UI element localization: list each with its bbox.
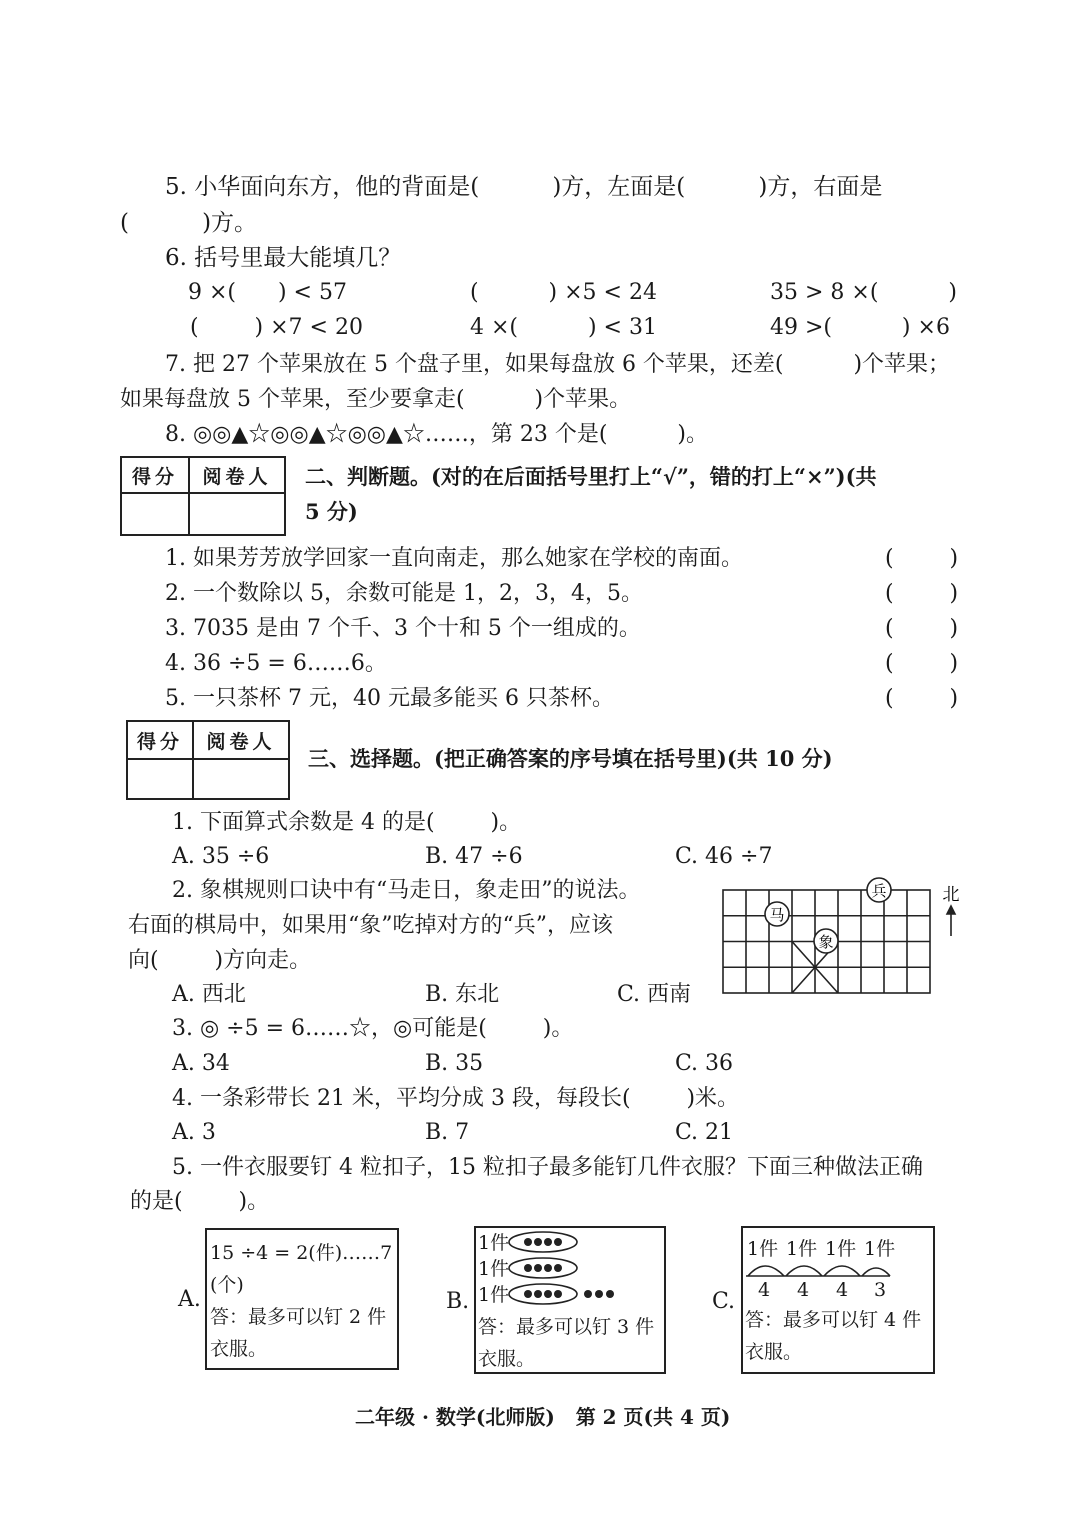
option: B. 7 bbox=[425, 1120, 470, 1145]
option-a-line3: 答：最多可以钉 2 件 bbox=[210, 1306, 387, 1328]
button-group-ellipse bbox=[509, 1258, 577, 1278]
soldier-label: 兵 bbox=[871, 882, 887, 900]
button-dot bbox=[544, 1290, 552, 1298]
q7-line2: 如果每盘放 5 个苹果，至少要拿走( )个苹果。 bbox=[120, 387, 632, 412]
elephant-label: 象 bbox=[818, 933, 834, 951]
option-c-num: 3 bbox=[874, 1279, 887, 1301]
button-dot bbox=[524, 1264, 532, 1272]
answer-paren[interactable]: ( ) bbox=[885, 686, 959, 711]
option-c-line4: 衣服。 bbox=[745, 1341, 803, 1363]
option-c-num: 4 bbox=[836, 1279, 849, 1301]
reviewer-label: 阅卷人 bbox=[202, 465, 272, 488]
button-dot bbox=[595, 1290, 603, 1298]
button-dot bbox=[584, 1290, 592, 1298]
q6-item: 49 >( ) ×6 bbox=[770, 315, 950, 340]
choice-q5-line2: 的是( )。 bbox=[130, 1189, 270, 1214]
choice-q1-stem: 1. 下面算式余数是 4 的是( )。 bbox=[172, 810, 522, 835]
option: C. 46 ÷7 bbox=[675, 844, 773, 869]
q6-item: ( ) ×5 < 24 bbox=[470, 280, 657, 305]
option-c-num: 4 bbox=[797, 1279, 810, 1301]
score-box bbox=[120, 456, 286, 536]
button-dot bbox=[554, 1238, 562, 1246]
button-dot bbox=[554, 1290, 562, 1298]
elephant-piece bbox=[814, 929, 838, 953]
north-arrow-icon bbox=[947, 906, 955, 936]
choice-q2-line2: 右面的棋局中，如果用“象”吃掉对方的“兵”，应该 bbox=[128, 913, 613, 938]
option: A. 西北 bbox=[172, 982, 246, 1007]
option: C. 36 bbox=[675, 1051, 734, 1076]
option: B. 35 bbox=[425, 1051, 484, 1076]
option-c-piece: 1件 bbox=[786, 1238, 818, 1260]
option: A. 35 ÷6 bbox=[172, 844, 270, 869]
judge-item: 1. 如果芳芳放学回家一直向南走，那么她家在学校的南面。 bbox=[165, 546, 743, 571]
q6-item: 4 ×( ) < 31 bbox=[470, 315, 657, 340]
answer-paren[interactable]: ( ) bbox=[885, 546, 959, 571]
option: B. 47 ÷6 bbox=[425, 844, 523, 869]
reviewer-cell[interactable] bbox=[190, 494, 284, 534]
option: B. 东北 bbox=[425, 982, 500, 1007]
option-b-piece: 1件 bbox=[478, 1258, 510, 1280]
choice-title: 三、选择题。(把正确答案的序号填在括号里)(共 10 分) bbox=[308, 746, 833, 771]
option-b-line4: 衣服。 bbox=[478, 1348, 536, 1370]
button-group-ellipse bbox=[509, 1232, 577, 1252]
button-dot bbox=[534, 1238, 542, 1246]
option: A. 34 bbox=[172, 1051, 230, 1076]
chess-board bbox=[715, 870, 975, 1000]
choice-q2-line3: 向( )方向走。 bbox=[128, 948, 312, 973]
score-box bbox=[126, 720, 290, 800]
soldier-piece bbox=[867, 878, 891, 902]
horse-piece bbox=[765, 902, 789, 926]
score-label: 得分 bbox=[128, 722, 194, 758]
reviewer-cell[interactable] bbox=[194, 760, 288, 798]
q5-line1: 5. 小华面向东方，他的背面是( )方，左面是( )方，右面是 bbox=[165, 174, 883, 200]
judge-item: 2. 一个数除以 5，余数可能是 1，2，3，4，5。 bbox=[165, 581, 643, 606]
button-dot bbox=[524, 1238, 532, 1246]
button-group-ellipse bbox=[509, 1284, 577, 1304]
button-dot bbox=[544, 1238, 552, 1246]
option-b-piece: 1件 bbox=[478, 1284, 510, 1306]
option: C. 21 bbox=[675, 1120, 734, 1145]
option: A. 3 bbox=[172, 1120, 216, 1145]
q8: 8. ◎◎▲☆◎◎▲☆◎◎▲☆……，第 23 个是( )。 bbox=[165, 422, 708, 447]
option-b-line3: 答：最多可以钉 3 件 bbox=[478, 1316, 655, 1338]
button-dot bbox=[606, 1290, 614, 1298]
page-footer: 二年级 · 数学(北师版) 第 2 页(共 4 页) bbox=[355, 1405, 731, 1429]
q6-item: ( ) ×7 < 20 bbox=[190, 315, 363, 340]
option-c-piece: 1件 bbox=[864, 1238, 896, 1260]
judge-item: 4. 36 ÷5 = 6……6。 bbox=[165, 651, 387, 676]
choice-q3-stem: 3. ◎ ÷5 = 6……☆，◎可能是( )。 bbox=[172, 1016, 574, 1041]
score-cell[interactable] bbox=[128, 760, 194, 798]
judge-item: 3. 7035 是由 7 个千、3 个十和 5 个一组成的。 bbox=[165, 616, 641, 641]
q6-item: 9 ×( ) < 57 bbox=[188, 280, 347, 305]
button-dot bbox=[524, 1290, 532, 1298]
q7-line1: 7. 把 27 个苹果放在 5 个盘子里，如果每盘放 6 个苹果，还差( )个苹果； bbox=[165, 352, 951, 377]
judge-item: 5. 一只茶杯 7 元，40 元最多能买 6 只茶杯。 bbox=[165, 686, 614, 711]
choice-q2-line1: 2. 象棋规则口诀中有“马走日，象走田”的说法。 bbox=[172, 878, 641, 903]
judge-title-line2: 5 分) bbox=[305, 499, 358, 524]
q6-title: 6. 括号里最大能填几？ bbox=[165, 245, 402, 271]
option-c-piece: 1件 bbox=[825, 1238, 857, 1260]
judge-title-line1: 二、判断题。(对的在后面括号里打上“√”，错的打上“×”)(共 bbox=[305, 464, 877, 489]
option-a-label: A. bbox=[178, 1287, 201, 1312]
option-b-buttons bbox=[508, 1230, 628, 1310]
button-dot bbox=[554, 1264, 562, 1272]
answer-paren[interactable]: ( ) bbox=[885, 616, 959, 641]
option-c-num: 4 bbox=[758, 1279, 771, 1301]
q6-item: 35 > 8 ×( ) bbox=[770, 280, 957, 305]
option-c-line3: 答：最多可以钉 4 件 bbox=[745, 1309, 922, 1331]
q5-line2: ( )方。 bbox=[120, 210, 258, 236]
north-label: 北 bbox=[942, 885, 960, 905]
choice-q5-line1: 5. 一件衣服要钉 4 粒扣子，15 粒扣子最多能钉几件衣服？下面三种做法正确 bbox=[172, 1155, 923, 1180]
horse-label: 马 bbox=[769, 906, 785, 924]
option-c-piece: 1件 bbox=[747, 1238, 779, 1260]
option-a-line2: (个) bbox=[210, 1274, 244, 1296]
button-dot bbox=[534, 1290, 542, 1298]
score-cell[interactable] bbox=[122, 494, 190, 534]
answer-paren[interactable]: ( ) bbox=[885, 651, 959, 676]
score-label: 得分 bbox=[122, 458, 190, 492]
option-c-label: C. bbox=[712, 1289, 736, 1314]
option-b-piece: 1件 bbox=[478, 1232, 510, 1254]
button-dot bbox=[534, 1264, 542, 1272]
option: C. 西南 bbox=[617, 982, 692, 1007]
answer-paren[interactable]: ( ) bbox=[885, 581, 959, 606]
button-dot bbox=[544, 1264, 552, 1272]
option-a-line4: 衣服。 bbox=[210, 1338, 268, 1360]
choice-q4-stem: 4. 一条彩带长 21 米，平均分成 3 段，每段长( )米。 bbox=[172, 1086, 740, 1111]
reviewer-label: 阅卷人 bbox=[206, 730, 276, 753]
option-a-line1: 15 ÷4 = 2(件)……7 bbox=[210, 1242, 393, 1264]
option-b-label: B. bbox=[446, 1289, 470, 1314]
